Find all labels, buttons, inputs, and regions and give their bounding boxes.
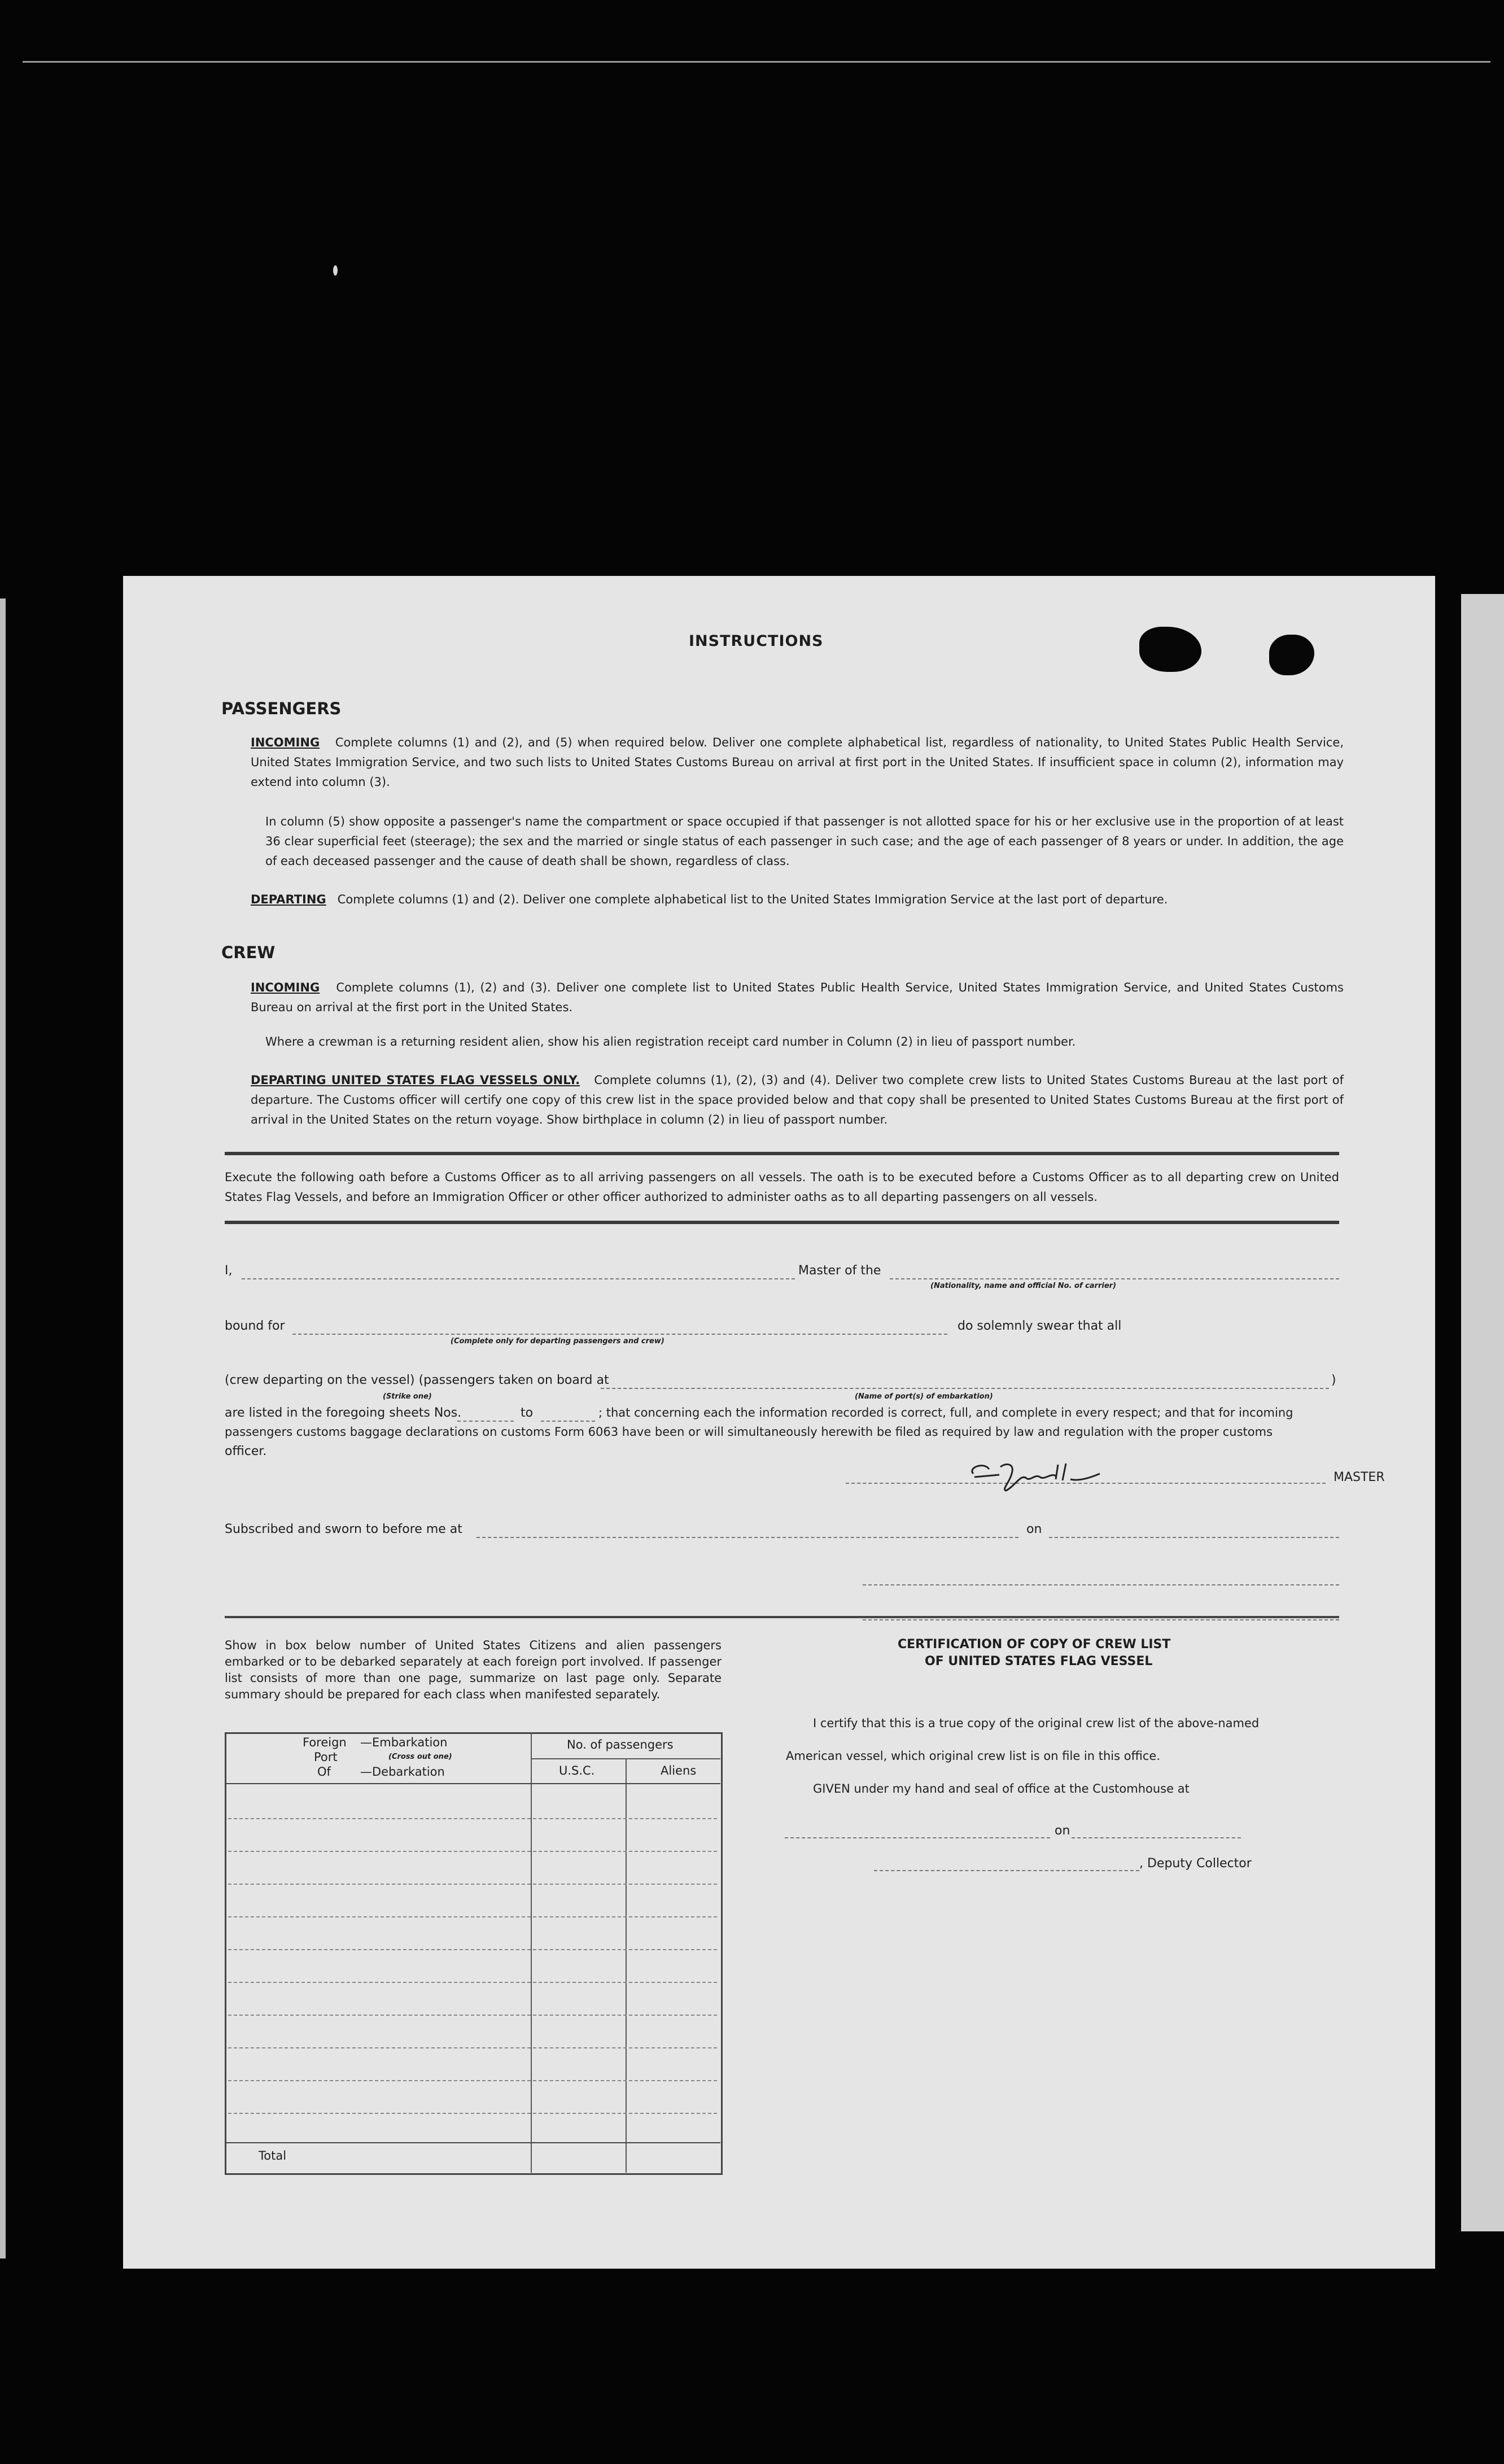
officer-signature-field[interactable] xyxy=(863,1584,1339,1585)
column-divider xyxy=(626,1758,627,2173)
departing-text: Complete columns (1) and (2). Deliver one complete alphabetical list to the United States Immigration Service at the last port of departure. xyxy=(337,893,1168,906)
debarkation-label: —Debarkation xyxy=(360,1765,445,1779)
crew-departing-paragraph xyxy=(251,1071,1344,1130)
of-label: Of xyxy=(317,1765,331,1779)
nationality-note: (Nationality, name and official No. of carrier) xyxy=(930,1282,1117,1290)
oath-i: I, xyxy=(225,1264,233,1278)
table-row[interactable] xyxy=(228,1884,717,1885)
embarkation-label: —Embarkation xyxy=(360,1736,448,1749)
passengers-heading: PASSENGERS xyxy=(221,699,342,718)
port-label: Port xyxy=(314,1750,338,1764)
table-row[interactable] xyxy=(228,2080,717,2081)
scan-edge-left xyxy=(0,598,6,2258)
baggage-text: passengers customs baggage declarations on customs Form 6063 have been or will simultaneously herewith be filed as required by law and regulation with the proper customs xyxy=(225,1425,1273,1439)
scan-speck xyxy=(333,265,338,276)
table-row[interactable] xyxy=(228,1851,717,1852)
embarkation-port-field[interactable] xyxy=(601,1388,1329,1389)
bound-for-field[interactable] xyxy=(292,1334,947,1335)
master-of-the-label: Master of the xyxy=(798,1264,881,1278)
bound-for-label: bound for xyxy=(225,1319,285,1333)
scan-border-line xyxy=(23,61,1490,63)
certification-title: CERTIFICATION OF COPY OF CREW LIST xyxy=(898,1637,1171,1652)
section-rule xyxy=(225,1616,1339,1618)
deputy-collector-label: , Deputy Collector xyxy=(1139,1856,1252,1871)
listed-in-text: are listed in the foregoing sheets Nos. xyxy=(225,1406,462,1420)
certify-on-label: on xyxy=(1055,1824,1070,1838)
section-rule xyxy=(225,1221,1339,1224)
sheet-to-field[interactable] xyxy=(541,1421,595,1422)
crew-incoming-label: INCOMING xyxy=(251,981,320,994)
header-divider xyxy=(531,1758,720,1759)
table-row[interactable] xyxy=(228,2113,717,2114)
certify-line-3: GIVEN under my hand and seal of office at the Customhouse at xyxy=(813,1782,1190,1795)
officer-title-field[interactable] xyxy=(863,1619,1339,1620)
incoming-label: INCOMING xyxy=(251,736,320,749)
column5-paragraph: In column (5) show opposite a passenger's name the compartment or space occupied if that passenger is not allotted space for his or her exclusive use in the proportion of at least 36 clear superficial feet (steerage); the sex and the married or single status of each passenger in such case; and the age of each passenger of 8 years or under. In addition, the age of each deceased passenger and the cause of death shall be shown, regardless of class. xyxy=(265,815,1344,868)
passengers-departing-paragraph xyxy=(251,890,1344,910)
header-bottom-rule xyxy=(225,1783,720,1784)
passenger-summary-table xyxy=(225,1732,723,2175)
certify-date-field[interactable] xyxy=(1072,1837,1241,1838)
usc-label: U.S.C. xyxy=(559,1764,595,1777)
certify-line-2: American vessel, which original crew list is on file in this office. xyxy=(786,1749,1161,1763)
complete-only-note: (Complete only for departing passengers and crew) xyxy=(451,1337,664,1345)
table-row[interactable] xyxy=(228,1916,717,1917)
to-label: to xyxy=(521,1406,534,1420)
ink-blot xyxy=(1139,627,1201,672)
column-divider xyxy=(531,1732,532,2173)
vessel-field[interactable] xyxy=(890,1278,1339,1279)
strike-one-note: (Strike one) xyxy=(383,1392,432,1401)
cross-out-note: (Cross out one) xyxy=(388,1753,452,1761)
master-label: MASTER xyxy=(1334,1470,1385,1484)
departing-label: DEPARTING xyxy=(251,893,326,906)
aliens-label: Aliens xyxy=(661,1764,697,1777)
sworn-date-field[interactable] xyxy=(1049,1537,1339,1538)
crew-departing-text: Complete columns (1), (2), (3) and (4). Deliver two complete crew lists to United States Customs Bureau at the last port of departure. The Customs officer will certify one copy of this crew list in the space provided below and that copy shall be presented to United States Customs Bureau at the first port of arrival in the United States on the return voyage. Show birthplace in column (2) in lieu of passport number. xyxy=(251,1073,1344,1126)
crew-incoming-paragraph xyxy=(251,978,1344,1017)
sheet-from-field[interactable] xyxy=(457,1421,514,1422)
section-rule xyxy=(225,1152,1339,1155)
officer-text: officer. xyxy=(225,1444,267,1458)
total-rule xyxy=(225,2142,720,2143)
table-row[interactable] xyxy=(228,1982,717,1983)
no-passengers-label: No. of passengers xyxy=(567,1738,674,1751)
deputy-signature-field[interactable] xyxy=(874,1870,1139,1871)
concerning-text: ; that concerning each the information recorded is correct, full, and complete in every respect; and that for incoming xyxy=(598,1406,1293,1419)
scan-edge-right xyxy=(1461,594,1504,2231)
foreign-label: Foreign xyxy=(303,1736,347,1749)
certify-line-1: I certify that this is a true copy of the original crew list of the above-named xyxy=(813,1716,1260,1730)
crew-incoming-text: Complete columns (1), (2) and (3). Deliver one complete list to United States Public Health Service, United States Immigration Service, and United States Customs Bureau on arrival at the first port in the United States. xyxy=(251,981,1344,1014)
crew-departing-label: DEPARTING UNITED STATES FLAG VESSELS ONLY. xyxy=(251,1073,580,1087)
close-paren: ) xyxy=(1331,1373,1336,1387)
customhouse-field[interactable] xyxy=(785,1837,1050,1838)
crew-resident-paragraph: Where a crewman is a returning resident alien, show his alien registration receipt card number in Column (2) in lieu of passport number. xyxy=(265,1035,1076,1048)
subscribed-text: Subscribed and sworn to before me at xyxy=(225,1522,462,1536)
table-row[interactable] xyxy=(228,1818,717,1819)
form-page xyxy=(123,576,1435,2269)
table-row[interactable] xyxy=(228,2015,717,2016)
incoming-text: Complete columns (1) and (2), and (5) when required below. Deliver one complete alphabetical list, regardless of nationality, to United States Public Health Service, United States Immigration Service, and two such lists to United States Customs Bureau on arrival at first port in the United States. If insufficient space in column (2), information may extend into column (3). xyxy=(251,736,1344,789)
swear-text: do solemnly swear that all xyxy=(958,1319,1122,1333)
master-name-field[interactable] xyxy=(242,1278,795,1279)
summary-instruction: Show in box below number of United States Citizens and alien passengers embarked or to be debarked separately at each foreign port involved. If passenger list consists of more than one page, summarize on last page only. Separate summary should be prepared for each class when manifested separately. xyxy=(225,1639,722,1701)
ink-blot xyxy=(1269,635,1314,675)
certification-subtitle: OF UNITED STATES FLAG VESSEL xyxy=(925,1654,1153,1668)
crew-heading: CREW xyxy=(221,943,276,962)
master-signature xyxy=(967,1457,1102,1496)
port-note: (Name of port(s) of embarkation) xyxy=(855,1392,993,1401)
sworn-place-field[interactable] xyxy=(476,1537,1018,1538)
table-row[interactable] xyxy=(228,1949,717,1950)
page-title: INSTRUCTIONS xyxy=(689,632,824,650)
passengers-incoming-paragraph xyxy=(251,733,1344,792)
table-row[interactable] xyxy=(228,2047,717,2048)
oath-instruction: Execute the following oath before a Customs Officer as to all arriving passengers on all vessels. The oath is to be executed before a Customs Officer as to all departing crew on United States Flag Vessels, and before an Immigration Officer or other officer authorized to administer oaths as to all departing passengers on all vessels. xyxy=(225,1170,1339,1204)
total-label: Total xyxy=(259,2149,287,2162)
sworn-on-label: on xyxy=(1026,1522,1042,1536)
crew-passengers-text: (crew departing on the vessel) (passengers taken on board at xyxy=(225,1373,609,1387)
